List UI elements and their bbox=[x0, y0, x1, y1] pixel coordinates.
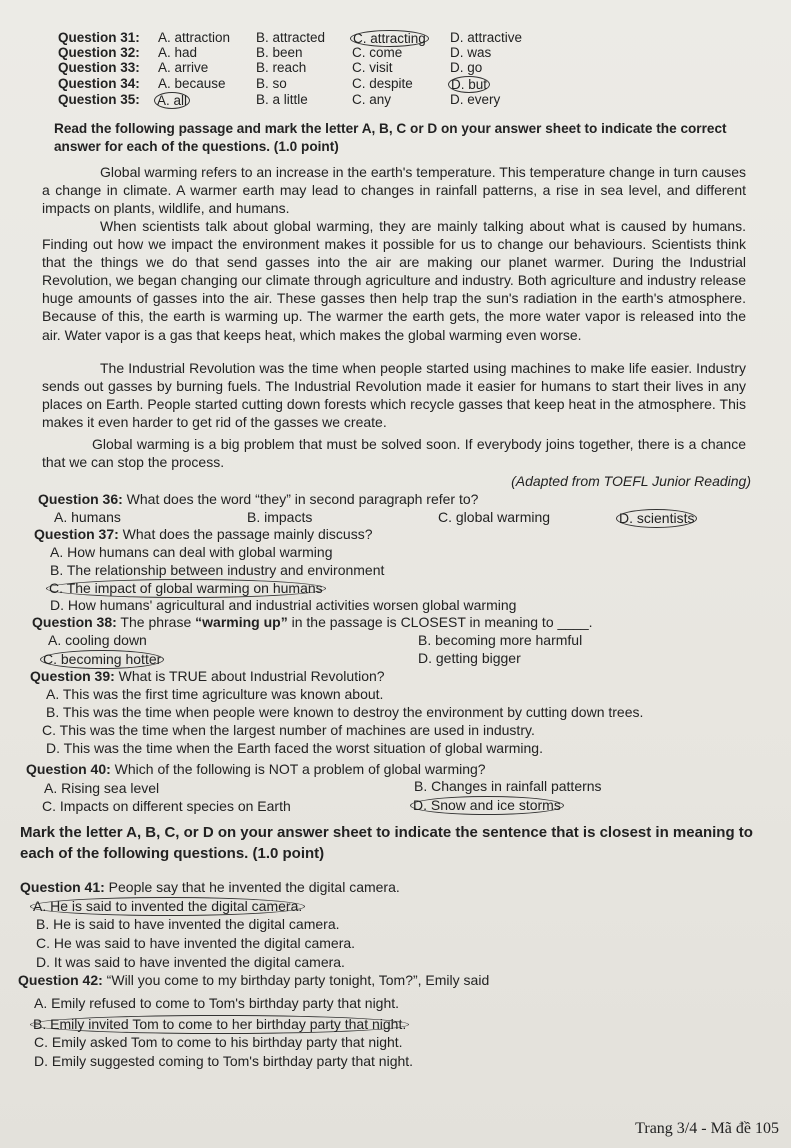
q42-option-a: A. Emily refused to come to Tom's birthday party that night. bbox=[34, 995, 400, 1011]
q39-option-c: C. This was the time when the largest number of machines are used in industry. bbox=[42, 722, 535, 738]
option-a: A. because bbox=[158, 76, 226, 91]
option-d: D. was bbox=[450, 45, 492, 60]
q38-option-b: B. becoming more harmful bbox=[418, 632, 583, 648]
q36-option-d: D. scientists bbox=[616, 509, 697, 528]
q38-option-c: C. becoming hotter bbox=[40, 650, 164, 669]
question-36 bbox=[38, 491, 478, 508]
question-phrase: “warming up” bbox=[195, 614, 288, 630]
question-text: Which of the following is NOT a problem of global warming? bbox=[110, 761, 486, 777]
q37-option-b: B. The relationship between industry and environment bbox=[50, 562, 385, 578]
q41-option-c: C. He was said to have invented the digital camera. bbox=[36, 935, 356, 951]
option-c: C. any bbox=[352, 92, 392, 107]
question-41 bbox=[20, 879, 400, 896]
q39-option-d: D. This was the time when the Earth faced the worst situation of global warming. bbox=[46, 740, 543, 756]
question-text: What is TRUE about Industrial Revolution? bbox=[114, 668, 385, 684]
closest-instruction: Mark the letter A, B, C, or D on your answer sheet to indicate the sentence that is closest in meaning to each of the following questions. (1.0 point) bbox=[20, 824, 753, 862]
option-d: D. every bbox=[450, 92, 501, 107]
question-label: Question 32: bbox=[58, 45, 140, 60]
question-label: Question 38: bbox=[32, 614, 117, 630]
passage-paragraph-2: When scientists talk about global warming, they are mainly talking about what is caused by humans. Finding out how we impact the environment makes it possible for us to change our behaviours. Scientists think that the things we do that send gasses into the air are making our planet warmer. During the Industrial Revolution, we began changing our climate through agriculture and industry. Both agriculture and industry release huge amounts of gasses into the air. These gasses then help trap the sun's radiation in the earth's atmosphere. Because of this, the earth is warming up. The warmer the earth gets, the more water vapor is released into the air. Water vapor is a gas that keeps heat, which makes the global warming even worse. bbox=[42, 218, 746, 343]
q37-option-c: C. The impact of global warming on humans bbox=[46, 579, 326, 598]
question-text: “Will you come to my birthday party tonight, Tom?”, Emily said bbox=[102, 972, 490, 988]
reading-instruction: Read the following passage and mark the letter A, B, C or D on your answer sheet to indicate the correct answer for each of the questions. (1.0 point) bbox=[54, 121, 727, 154]
option-b: B. a little bbox=[256, 92, 308, 107]
q37-option-d: D. How humans' agricultural and industrial activities worsen global warming bbox=[50, 597, 517, 613]
question-label: Question 40: bbox=[26, 761, 111, 777]
option-a: A. arrive bbox=[158, 60, 209, 75]
q39-option-b: B. This was the time when people were known to destroy the environment by cutting down trees. bbox=[46, 704, 644, 720]
question-label: Question 37: bbox=[34, 526, 119, 542]
q37-option-a: A. How humans can deal with global warming bbox=[50, 544, 333, 560]
question-text: What does the passage mainly discuss? bbox=[118, 526, 373, 542]
question-text: People say that he invented the digital camera. bbox=[104, 879, 400, 895]
option-b: B. reach bbox=[256, 60, 307, 75]
q40-option-d: D. Snow and ice storms bbox=[410, 796, 564, 815]
question-label: Question 31: bbox=[58, 30, 140, 45]
option-a: A. had bbox=[158, 45, 198, 60]
question-37 bbox=[34, 526, 373, 543]
passage-paragraph-4: Global warming is a big problem that must be solved soon. If everybody joins together, there is a chance that we can stop the process. bbox=[42, 436, 746, 471]
option-b: B. been bbox=[256, 45, 303, 60]
page-footer: Trang 3/4 - Mã đề 105 bbox=[635, 1120, 779, 1137]
question-text: What does the word “they” in second paragraph refer to? bbox=[122, 491, 479, 507]
q42-option-d: D. Emily suggested coming to Tom's birthday party that night. bbox=[34, 1053, 414, 1069]
question-label: Question 41: bbox=[20, 879, 105, 895]
question-40 bbox=[26, 761, 486, 778]
option-a: A. attraction bbox=[158, 30, 231, 45]
q40-option-b: B. Changes in rainfall patterns bbox=[414, 778, 602, 794]
q39-option-a: A. This was the first time agriculture was known about. bbox=[46, 686, 384, 702]
q36-option-b: B. impacts bbox=[247, 509, 313, 525]
q41-option-a: A. He is said to invented the digital camera. bbox=[30, 897, 305, 916]
q36-option-a: A. humans bbox=[54, 509, 121, 525]
option-c: C. come bbox=[352, 45, 403, 60]
option-d: D. but bbox=[448, 76, 490, 93]
question-label: Question 34: bbox=[58, 76, 140, 91]
question-38: Question 38: The phrase “warming up” in the passage is CLOSEST in meaning to ____. bbox=[32, 614, 593, 630]
option-d: D. attractive bbox=[450, 30, 523, 45]
question-label: Question 33: bbox=[58, 60, 140, 75]
q41-option-b: B. He is said to have invented the digital camera. bbox=[36, 916, 340, 932]
question-39 bbox=[30, 668, 385, 685]
q40-option-a: A. Rising sea level bbox=[44, 780, 160, 796]
q41-option-d: D. It was said to have invented the digital camera. bbox=[36, 954, 345, 970]
option-d: D. go bbox=[450, 60, 483, 75]
q38-option-a: A. cooling down bbox=[48, 632, 147, 648]
option-b: B. attracted bbox=[256, 30, 326, 45]
q42-option-b: B. Emily invited Tom to come to her birthday party that night. bbox=[30, 1015, 409, 1034]
option-b: B. so bbox=[256, 76, 287, 91]
option-a: A. all bbox=[154, 92, 190, 109]
passage-source: (Adapted from TOEFL Junior Reading) bbox=[511, 473, 751, 489]
question-label: Question 39: bbox=[30, 668, 115, 684]
question-42 bbox=[18, 972, 489, 989]
option-c: C. visit bbox=[352, 60, 393, 75]
question-label: Question 35: bbox=[58, 92, 140, 107]
passage-paragraph-1: Global warming refers to an increase in the earth's temperature. This temperature change in turn causes a change in climate. A warmer earth may lead to changes in rainfall patterns, a rise in sea level, and different impacts on plants, wildlife, and humans. bbox=[42, 164, 746, 217]
q38-option-d: D. getting bigger bbox=[418, 650, 521, 666]
q36-option-c: C. global warming bbox=[438, 509, 551, 525]
option-c: C. attracting bbox=[350, 30, 429, 47]
q40-option-c: C. Impacts on different species on Earth bbox=[42, 798, 291, 814]
option-c: C. despite bbox=[352, 76, 413, 91]
q42-option-c: C. Emily asked Tom to come to his birthday party that night. bbox=[34, 1034, 403, 1050]
passage-paragraph-3: The Industrial Revolution was the time when people started using machines to make life easier. Industry sends out gasses by burning fuels. The Industrial Revolution made it easier for humans to start their lives in any places on Earth. People started cutting down forests which recycle gasses that keep heat in the atmosphere. This makes it even harder to get rid of the gasses we create. bbox=[42, 360, 746, 431]
question-label: Question 36: bbox=[38, 491, 123, 507]
question-label: Question 42: bbox=[18, 972, 103, 988]
